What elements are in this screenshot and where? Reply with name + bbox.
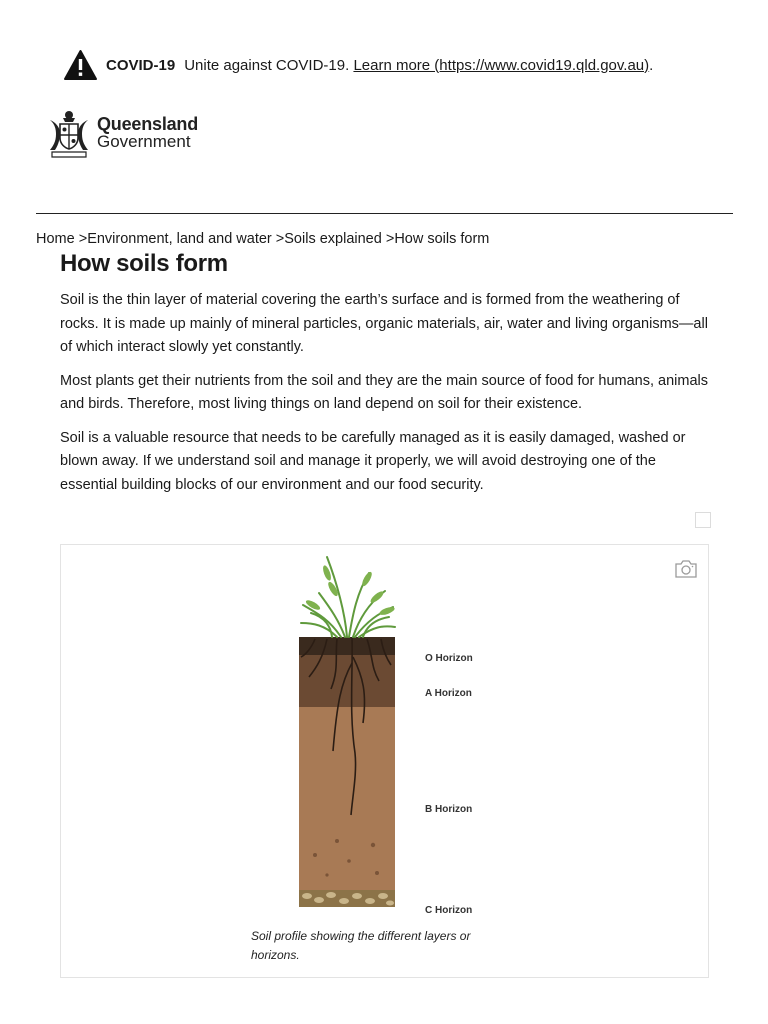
- page-content: [60, 289, 710, 507]
- soil-profile-figure: [60, 544, 709, 978]
- b-horizon-label: B Horizon: [425, 804, 473, 815]
- breadcrumb-current: How soils form: [394, 231, 490, 247]
- covid-banner: [64, 48, 653, 82]
- breadcrumb-environment[interactable]: Environment, land and water >: [87, 231, 285, 247]
- camera-icon[interactable]: [674, 559, 698, 579]
- covid-learn-more-link[interactable]: Learn more (https://www.covid19.qld.gov.au): [353, 56, 650, 74]
- o-horizon-label: O Horizon: [425, 653, 473, 664]
- header-divider: [36, 213, 733, 214]
- breadcrumb: [36, 231, 489, 247]
- qld-government-logo[interactable]: [46, 108, 198, 158]
- paragraph: Soil is the thin layer of material covering the earth’s surface and is formed from the weathering of rocks. It is made up mainly of mineral particles, organic materials, air, water and living organisms—all of which interact slowly yet constantly.: [60, 292, 708, 355]
- b-horizon-layer: [299, 707, 395, 890]
- warning-icon: [64, 50, 97, 80]
- breadcrumb-soils-explained[interactable]: Soils explained >: [284, 231, 395, 247]
- paragraph: Most plants get their nutrients from the soil and they are the main source of food for humans, animals and birds. Therefore, most living things on land depend on soil for their existence.: [60, 372, 708, 412]
- covid-tag: COVID-19: [106, 56, 176, 74]
- logo-wordmark: [97, 115, 198, 151]
- logo-line-1: Queensland: [97, 114, 199, 134]
- a-horizon-label: A Horizon: [425, 688, 472, 699]
- logo-line-2: Government: [97, 132, 191, 151]
- covid-message: Unite against COVID-19.: [184, 56, 350, 74]
- a-horizon-layer: [299, 655, 395, 707]
- select-checkbox[interactable]: [695, 512, 711, 528]
- covid-end: .: [649, 56, 654, 74]
- page-title: How soils form: [60, 250, 228, 277]
- grass-leaves: [305, 564, 396, 616]
- breadcrumb-home[interactable]: Home >: [36, 231, 88, 247]
- c-horizon-label: C Horizon: [425, 905, 473, 916]
- figure-caption: Soil profile showing the different layers or horizons.: [251, 929, 471, 962]
- soil-profile-image: [297, 553, 497, 916]
- paragraph: Soil is a valuable resource that needs to be carefully managed as it is easily damaged, washed or blown away. If we understand soil and manage it properly, we will avoid destroying one of the essential building blocks of our environment and our food security.: [60, 429, 686, 493]
- coat-of-arms-icon: [46, 108, 92, 158]
